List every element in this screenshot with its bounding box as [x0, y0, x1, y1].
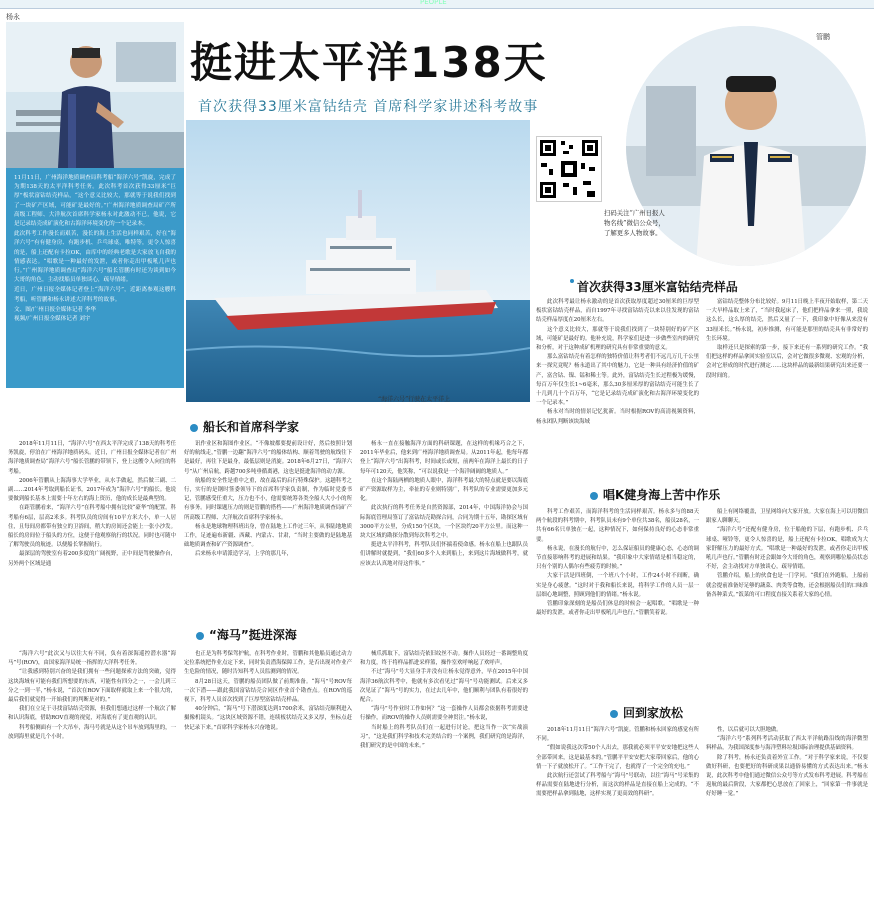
article-paragraph: 这个意义比较大，那就等于说我们找到了一块特别好的矿产区域，可能矿是最好的。他补充说，科学家们是进一步做些室内的研究和分析，对于这种成矿机理的研究具有非常重要的意义。 [536, 326, 699, 352]
article-paragraph: 科考船侧面有一个大吊车，海马号就是从这个吊车放到海里的，一放到海里就是几个小时。 [8, 724, 176, 740]
right-photo-name: 管鹏 [816, 33, 830, 41]
article-column [536, 298, 699, 427]
article-paragraph: 杨永是地球物理科班出身，曾在陆地上工作过三年，从事陆地地质工作，足迹遍布新疆、西藏、内蒙古、甘肃，“当时主要做的是陆地基础地质调查和矿产资源调查”。 [184, 523, 352, 549]
article-paragraph: 不过“海马”号大显身手并没有让杨永觉得意外，早在2015年中国海洋36航次科考中，他就有多次看见过“海马”号功能测试。后来又多次见证了“海马”号的实力，在过去几年中，他们顺利与团队有着很好的配合。 [360, 669, 528, 704]
article-column [536, 508, 699, 618]
section-title: 唱K健身海上苦中作乐 [603, 488, 721, 502]
page-subtitle: 首次获得33厘米富钴结壳 首席科学家讲述科考故事 [198, 99, 539, 115]
section-title: 回到家放松 [623, 706, 684, 720]
article-column [8, 650, 176, 900]
article-column [536, 726, 699, 902]
section-title: “海马”挺进深海 [209, 628, 297, 642]
article-paragraph: 杨永对当时的情景记忆犹新。当时根据ROV的高清视频资料，杨永团队判断该块海域 [536, 409, 699, 425]
section-heading-haima [196, 626, 297, 643]
article-paragraph: 杨永说，在漫长的航行中，怎么保证船员的健康心态，心态的调节直接影响科考的进展和结果。“我印象中大家情绪是相当稳定的，只有个别的人偶尔有些疲劳的时候。” [536, 545, 699, 571]
article-paragraph: 船上有网络覆盖，卫星网络向大家开放。大家在海上可以用微信跟家人聊聊天。 [706, 509, 868, 525]
article-paragraph: 后来杨永申请派造学习，上学的那几年， [195, 551, 293, 558]
article-paragraph: 讯作业区和海图作业区。“不像坡都要提前设计好，然后按照计划好的航线走，”管鹏一边翻“海洋六号”的船体结构、顺着驾驶的航线往下是最好，再往下是最身，最低层则是消旋。2018年6月27日，“海洋六号”从广州启航，跨越700多吨垂循离港，这也是挺进海洋的动力源。 [184, 441, 352, 475]
article-paragraph: 管鹏印象深刻的是船员们休息的时候会一起唱歌。“唱歌是一种最好的发泄，或者你走出甲板吼几声也行。”管鹏笑着说。 [536, 601, 699, 617]
article-paragraph: 性，以后就可以大胆地做。 [717, 727, 782, 733]
left-photo-name: 杨永 [6, 13, 20, 21]
article-column [360, 650, 528, 900]
article-column [706, 508, 868, 600]
intro-paragraph: 近日，广州日报全媒体记者登上“海洋六号”，近距离参观这艘科考船，听管鹏和杨永讲述大洋科考的故事。 [14, 287, 176, 303]
article-paragraph: “海马”号作业时工作如何？“这一套操作人员都会依据科考需要进行操作，而ROV的操作人员则需要全神贯注。”杨永说， [360, 706, 528, 722]
article-paragraph: 杨永一直在接触海洋方面的科研课题，在这样的机缘巧合之下，2011年毕业后，他来到广州海洋地质调查局。从2011年起，他每年都登上“海洋六号”出海科考，时间或长或短，前两年在海洋上最长的日子每年可120天，他笑称，“可以说我是一个海洋阔阔的地质人。” [360, 441, 528, 475]
article-column [8, 440, 176, 569]
ship-photo [186, 120, 530, 402]
article-paragraph: “海洋六号”系列科考活动获取了西太平洋航路沿线的海洋微塑料样品，为我国深度参与海洋塑料垃圾国际治理提供基础资料。 [706, 736, 868, 752]
intro-paragraph: 11月11日，广州海洋地质调查局科考船“海洋六号”凯旋，完成了为期138天的太平洋科考任务。此次科考首次获得33厘米“巨厚”板状富钴结壳样品，“这个意义比较大，那就等于说我们找到了一块矿产区域，可能矿是最好的。”广州海洋地质调查局矿产所高级工程师、大洋航次首席科学家杨永对此激动不已，他说，它是记录结壳成矿演化和古海洋环境变化的一个记录本。 [14, 175, 176, 228]
article-paragraph: “让我感到特别兴奋的是我们拥有一些问题探索方法的突破，觉得这块海域有可能有我们所想要的东西，可能性有四分之一，一会儿到三分之一到一半，”杨永说，“首次在ROV下面取样就取上来一个很大的，最后我们就觉得一开始我们的判断是对的。” [8, 669, 176, 704]
portrait-photo-left [6, 22, 184, 168]
section-bullet-icon [590, 492, 598, 500]
article-paragraph: 此次科考最让杨永激动的是首次获取厚度超过30厘米的巨厚型板状富钴结壳样品，而自1997年寻找富钴结壳以来以往发现的富钴结壳样品厚度在20厘米左右。 [536, 299, 699, 324]
article-column [360, 440, 528, 569]
section-bullet-icon [610, 710, 618, 718]
qr-code[interactable] [536, 136, 602, 202]
article-paragraph: 富钴结壳整体分布比较好。9月11日晚上半夜开始取样，第二天一大早样品取上来了，“当时我起床了，他们把样品拿来一照，我说这么长，这么厚的结壳，然后又量了一下，我印象中好像从来没有33厘米长。”杨永说，初步推测，有可能是那里的结壳具有非常好的生长环境。 [706, 299, 868, 342]
article-paragraph: “假如说我这次带50个人出去，那我就必须平平安安地把这些人全部带回来，这是最基本的。”管鹏平平安安把大家带回家后，他的心情一下子就放松开了。“工作干完了，也就得了一个完全的充电。” [536, 745, 699, 770]
section-heading-home [610, 704, 683, 721]
article-paragraph: 在距管鹏看来，“海洋六号”在科考船中拥有比较“豪华”的配置。科考船有6层，层高2米多。科考队员的房间有10平方米大小，单一人居住，且每间房都带有独立的卫浴间，稍大的房间还会能上一张小沙发。船长的房间位于船头的方位，这便于他观察航行的状况。同时也可随中了解驾驶员的航迹。以便船长掌握航行。 [8, 505, 176, 549]
qr-caption: 扫码关注“广州日报人物名线”微信公众号，了解更多人物故事。 [604, 209, 665, 237]
article-paragraph: 我们在立足于寻找富钴结壳资源，但我们想通过这样一个航次了解和认识海底，借助ROV直观的视觉，对海底有了更直观的认识。 [8, 706, 176, 722]
article-paragraph: “海洋六号”此次又与以往大有不同，负有着深海遥控潜水器“海马”号(ROV)，由国家海洋局统一指挥的大洋科考任务。 [8, 651, 176, 667]
article-paragraph: “海洋六号”还配有健身房，位于船舱的下层，有跑步机、乒乓球桌、哑铃等，更令人惊喜的是，船上还配有卡拉OK，唱歌成为大家舒解压力的最好方式。“唱歌是一种最好的发泄，或者你走出甲板吼几声也行。”管鹏有时还会跟如今大哥的角色，观察到哪位船员状态不好，会主动找对方单独谈心，疏导情绪。 [706, 527, 868, 571]
article-paragraph: 当时船上的科考队员们在一起进行讨论，把这当作一次“实战演习”，“这是我们科学和技术完美结合的一个案例，我们研究的是海洋，我们研究的是中国的未来。” [360, 724, 528, 750]
article-paragraph: 那么富钴结壳有着怎样的独特价值让科考者们不远几万几千公里来一探究竟呢？杨永道出了其中的魅力，它是一种具有经济价值的矿产，富含钴、镍、锰和稀土等。此外，富钴结壳生长过程极为缓慢，每百万年仅生长1~6毫米，那么30多厘米厚的富钴结壳可能生长了十几到几十个百万年，“它是记录结壳成矿演化和古海洋环境变化的一个记录本。” [536, 354, 699, 407]
article-paragraph: 大家干活是四班倒，一个班八个小时，工作24小时不间断，确实是身心疲惫。“这时对于我和船长来说，将科学工作的人员一层一层细心地调整，照顾到他们的情绪。”杨永说。 [536, 573, 699, 598]
article-paragraph: 也正是为科考保驾护航，在科考作业时，管鹏和其他船员通过动力定位系统把作业点定下来，同时负责潜海保障工作，是否出现对作业产生危险的情况，随时告知科考人员监测到的情况。 [184, 651, 352, 676]
article-paragraph: 航船的安全性是重中之重，故在最后的启行特殊保护。这趟科考之行，实行的是钢时签委领导下的首席科学家负责制，作为临时党委书记，管鹏感受任重大，压力也不小，他需要统筹各类全船人大小小的所有事务。同时课题压力的则是管鹏的搭档——广州海洋地质调查局矿产所高级工程师、大洋航次首席科学家杨永。 [184, 477, 352, 521]
article-paragraph: 8月28日这天，管鹏的船员团队做了前期准备。“海马”号ROV每一次下潜——跟此我国富钴结壳合同区作业首个勘查点。在ROV的巡视下，科考人员首次找到了巨厚型富钴结壳样品。 [184, 678, 352, 704]
article-column [184, 440, 352, 560]
intro-paragraph: 此次科考工作漫长而艰苦，漫长的海上生活也同样艰苦，好在“海洋六号”有有健身房、有跑步机、乒乓球桌，唯特等，更令人惊喜的是，船上还配有卡拉OK，由库中的经典老歌是大家放飞自我的情感表达。“唱歌是一种最好的发泄，或者你走出甲板吼几声也行。”广州海洋地质调查局“海洋六号”船长管鹏有时还为谈到如今大哥的角色，主动找船员单独谈心，疏导情绪。 [14, 231, 176, 284]
article-paragraph: 此次航行还尝试了科考船与“海马”号联动，以往“海马”号采集的样品需要在陆地进行分析，而这次的样品是直接在船上完成的，“不需要把样品拿到陆地，这样实现了更高效的科研”。 [536, 773, 699, 798]
section-bullet-icon [190, 424, 198, 432]
article-paragraph: 2006年管鹏从上海海事大学毕业，从水手做起，然后做三副、二副……2014年考取到船长证书，2017年成为“海洋六号”的船长。他说要做到船长基本上需要十年左右的海上资历，他的成长是最典型的。 [8, 477, 176, 503]
section-heading-karaoke [590, 486, 720, 503]
section-bullet-icon [570, 279, 574, 283]
article-paragraph: 除了科考，杨永还负责着外宣工作。“对于科学家来说，不仅要做好科研，也要把好的科研成果以通俗易懂的方式表达出来。”杨永说，此次科考中他们通过微信公众号等方式发布科考进展。科考船在返航的最后阶段，大家都把心思放在了回家上，“回家第一件事就是好好睡一觉。” [706, 754, 868, 798]
section-title: 首次获得33厘米富钴结壳样品 [577, 280, 738, 294]
section-title: 船长和首席科学家 [203, 420, 300, 434]
section-bullet-icon [196, 632, 204, 640]
article-paragraph: 科考工作艰苦，而海洋科考的生活同样艰苦。杨永多与的88天两个航段的科考期中，科考队员未有9个单位共38名，船员28名，一共有66名只单独在一起，这种情况下，如何保持良好的心态非常重要。 [536, 509, 699, 543]
section-heading-rich-cobalt [570, 278, 738, 295]
article-paragraph: 管鹏介绍，船上的伙食也是一门学问。“我们在外跑船，上船前就会提前准备好足够的蔬菜、肉类等食物，还会根据船员们的口味准备各种菜式。”饭菜的可口程度直接关系着大家的心情。 [706, 573, 868, 598]
article-paragraph: 40分钟后，“海马”号下潜深度达到1700余米，富钴结壳顺利进入摄像机镜头。“这块区域资源不错，连续板状结壳又多又厚，坐标点赶快记录下来。”首席科学家杨永兴奋地说。 [184, 706, 352, 731]
intro-credit: 文、图/广州日报全媒体记者 李华 视频/广州日报全媒体记者 刘宇 [14, 306, 96, 323]
article-paragraph: 此次执行的科考任务是自然资源部，2014年，中国海洋协会与国际海底管理局签订了富钴结壳勘探合同，合同为期十五年，勘探区域有3000平方公里，分成150个区块，一个区块约20平方公里。而这种一块大区域的勘探分散到每次科考之中。 [360, 505, 528, 540]
article-paragraph: 2018年11月11日，“海洋六号”在西太平洋完成了138天的科考任务凯旋，停泊在广州海洋地质码头。近日，广州日报全媒体记者在广州海洋地质调查局“海洋六号”船长管鹏的带领下，登上这艘令人向往的科考船。 [8, 441, 176, 475]
article-paragraph: 取样还只是探索的第一步，接下来还有一系列的研究工作。“我们把这样的样品拿回实验室以后，会对它做很多微观、宏观的分析，会对它形成的时代进行测定……这块样品的最新结果研究出来还要一段时间的。 [706, 345, 868, 379]
article-column [706, 298, 868, 381]
article-paragraph: 最深层的驾驶室有着200多度的广阔视野，正中间是驾驶操作台，另外两个区域是通 [8, 551, 176, 567]
article-paragraph: 挺进太平洋科考，科考队员们怀揣着使命感。杨永在船上也跟队员们讲解时就提到，“我们60多个人来到船上，来到这片海域做科考，就应该去认真地对待这件事。” [360, 542, 528, 567]
page-title: 挺进太平洋138天 [190, 38, 548, 87]
article-column [184, 650, 352, 900]
intro-box [6, 168, 184, 388]
article-column [706, 726, 868, 902]
section-heading-captain [190, 418, 299, 435]
article-paragraph: 在这个海陆两栖的地质人眼中，海洋科考最大的特点就是要以海底矿产资源取样为主，牵扯的专业则特别广，科考队的专业需要更加多元化。 [360, 477, 528, 503]
header-strip-text: PEOPLE [420, 0, 447, 6]
ship-photo-caption: “海洋六号”行驶在太平洋上 [378, 396, 451, 403]
article-paragraph: 械爪抓取下，富钴结壳依旧纹丝不动。操作人员经过一番调整角度和力度，终于将样品抓进采样篮，操作室欢呼响起了欢呼声。 [360, 651, 528, 667]
article-paragraph: 2018年11月11日“海洋六号”凯旋。管鹏和杨永回家的感觉有所不同。 [536, 727, 699, 743]
page-header-strip [0, 0, 874, 9]
